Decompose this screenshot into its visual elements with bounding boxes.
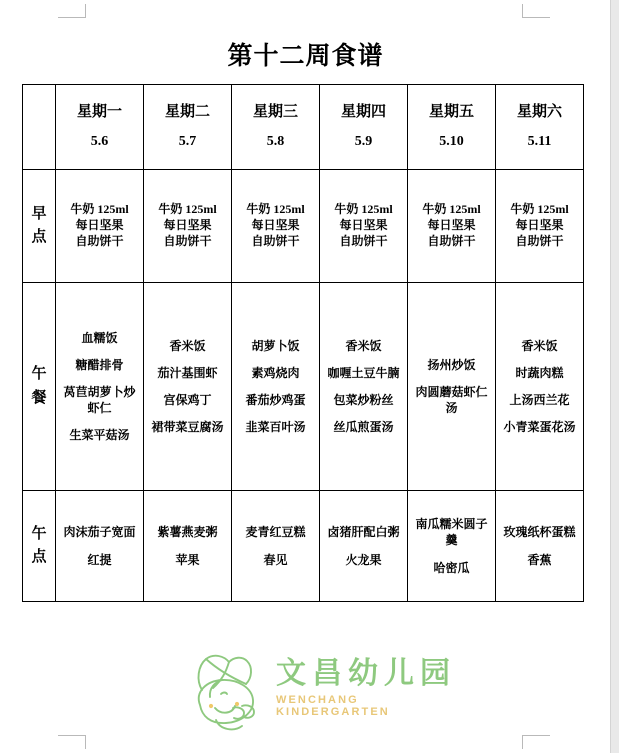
dish-list (232, 522, 319, 570)
dish-list (320, 336, 407, 438)
weekly-menu-table (22, 84, 584, 602)
dish-item: 番茄炒鸡蛋 (245, 393, 306, 407)
day-date: 5.10 (439, 133, 464, 149)
dish-item: 血糯饭 (81, 330, 118, 345)
menu-cell (496, 283, 584, 491)
dish-item: 每日坚果 (339, 218, 388, 233)
dish-list (232, 200, 319, 251)
day-date: 5.11 (527, 133, 552, 149)
day-date: 5.9 (354, 133, 373, 149)
menu-cell (56, 491, 144, 602)
dish-item: 肉沫茄子宽面 (63, 524, 136, 539)
row-label-char: 点 (31, 549, 47, 565)
dish-list (408, 355, 495, 419)
dish-item: 香米饭 (345, 338, 382, 353)
dish-item: 哈密瓜 (433, 561, 470, 576)
dish-item: 每日坚果 (515, 218, 564, 233)
crop-mark-bottom-left (58, 735, 86, 749)
menu-cell (320, 170, 408, 283)
dish-item: 宫保鸡丁 (163, 393, 212, 407)
menu-cell (232, 283, 320, 491)
dish-item: 红提 (87, 553, 112, 567)
menu-cell (408, 283, 496, 491)
dish-item: 麦青红豆糕 (245, 524, 306, 539)
day-header-cell (232, 85, 320, 170)
dish-item: 丝瓜煎蛋汤 (333, 420, 394, 435)
dish-item: 自助饼干 (75, 233, 124, 248)
crop-mark-top-left (58, 4, 86, 18)
table-corner-cell (23, 85, 56, 170)
day-header-cell (144, 85, 232, 170)
dish-item: 苹果 (175, 553, 200, 567)
dish-item: 每日坚果 (251, 218, 300, 233)
dish-item: 牛奶 125ml (246, 202, 305, 217)
dish-item: 香米饭 (521, 338, 558, 353)
day-name: 星期四 (340, 104, 386, 121)
dish-item: 自助饼干 (427, 233, 476, 248)
menu-cell (56, 170, 144, 283)
day-header-cell (56, 85, 144, 170)
dish-list (56, 522, 143, 570)
dish-item: 香蕉 (527, 553, 552, 567)
dish-list (320, 200, 407, 251)
dish-list (56, 328, 143, 446)
dish-list (408, 514, 495, 579)
dish-item: 玫瑰纸杯蛋糕 (503, 524, 576, 539)
dish-item: 香米饭 (169, 338, 206, 353)
dish-item: 牛奶 125ml (158, 202, 217, 217)
menu-cell (320, 491, 408, 602)
menu-cell (408, 491, 496, 602)
menu-row (23, 491, 584, 602)
dish-item: 火龙果 (345, 553, 382, 567)
dish-item: 自助饼干 (251, 233, 300, 248)
dish-item: 上汤西兰花 (509, 393, 570, 407)
dish-list (496, 200, 583, 251)
row-label-cell (23, 170, 56, 283)
dish-item: 牛奶 125ml (422, 202, 481, 217)
logo-name-en: WENCHANG KINDERGARTEN (276, 693, 390, 718)
dish-item: 牛奶 125ml (70, 202, 129, 217)
page-title: 第十二周食谱 (227, 43, 384, 70)
child-face-logo-icon (176, 650, 276, 740)
dish-list (144, 522, 231, 570)
menu-cell (408, 170, 496, 283)
menu-cell (232, 491, 320, 602)
day-date: 5.6 (90, 133, 109, 149)
menu-cell (144, 283, 232, 491)
crop-mark-bottom-right (522, 735, 550, 749)
dish-item: 自助饼干 (339, 233, 388, 248)
dish-item: 韭菜百叶汤 (245, 420, 306, 435)
day-date: 5.7 (178, 133, 197, 149)
dish-item: 每日坚果 (163, 218, 212, 233)
kindergarten-logo (176, 650, 476, 745)
dish-item: 裙带菜豆腐汤 (151, 420, 224, 435)
dish-item: 生菜平菇汤 (69, 428, 130, 443)
menu-cell (144, 491, 232, 602)
menu-cell (56, 283, 144, 491)
dish-item: 扬州炒饭 (427, 357, 476, 372)
dish-item: 紫薯燕麦粥 (157, 524, 218, 539)
day-name: 星期三 (252, 104, 298, 121)
dish-item: 肉圆蘑菇虾仁汤 (415, 384, 488, 416)
crop-mark-top-right (522, 4, 550, 18)
dish-item: 春见 (263, 553, 288, 567)
dish-list (56, 200, 143, 251)
day-date: 5.8 (266, 133, 285, 149)
dish-item: 牛奶 125ml (334, 202, 393, 217)
dish-item: 包菜炒粉丝 (333, 393, 394, 407)
day-name: 星期五 (428, 104, 474, 121)
row-label-cell (23, 491, 56, 602)
dish-item: 胡萝卜饭 (251, 338, 300, 353)
dish-item: 卤猪肝配白粥 (327, 524, 400, 539)
menu-cell (496, 170, 584, 283)
dish-list (496, 336, 583, 438)
dish-list (144, 200, 231, 251)
dish-list (496, 522, 583, 570)
page-right-edge (610, 0, 619, 753)
logo-text-block (276, 658, 476, 718)
dish-item: 莴苣胡萝卜炒虾仁 (63, 384, 136, 416)
table-header-row (23, 85, 584, 170)
menu-cell (496, 491, 584, 602)
dish-item: 南瓜糯米圆子羹 (415, 516, 488, 547)
day-name: 星期二 (164, 104, 210, 121)
row-label-char: 午 (31, 525, 47, 542)
dish-item: 自助饼干 (515, 233, 564, 248)
dish-list (144, 336, 231, 438)
dish-item: 小青菜蛋花汤 (503, 420, 576, 435)
dish-item: 咖喱土豆牛腩 (327, 365, 400, 380)
day-header-cell (408, 85, 496, 170)
day-header-cell (496, 85, 584, 170)
dish-list (320, 522, 407, 570)
dish-item: 每日坚果 (427, 218, 476, 233)
menu-row (23, 170, 584, 283)
menu-cell (144, 170, 232, 283)
dish-item: 时蔬肉糕 (515, 365, 564, 380)
day-name: 星期一 (76, 104, 122, 121)
row-label-cell (23, 283, 56, 491)
dish-item: 茄汁基围虾 (157, 365, 218, 380)
menu-row (23, 283, 584, 491)
dish-item: 每日坚果 (75, 218, 124, 233)
menu-cell (232, 170, 320, 283)
dish-list (408, 200, 495, 251)
day-name: 星期六 (516, 104, 562, 121)
row-label-char: 早 (31, 205, 47, 222)
day-header-cell (320, 85, 408, 170)
dish-list (232, 336, 319, 438)
dish-item: 牛奶 125ml (510, 202, 569, 217)
row-label-char: 餐 (31, 389, 47, 406)
menu-cell (320, 283, 408, 491)
dish-item: 糖醋排骨 (75, 357, 124, 372)
row-label-char: 点 (31, 229, 47, 245)
logo-name-cn: 文昌幼儿园 (276, 656, 456, 691)
row-label-char: 午 (31, 366, 47, 383)
dish-item: 素鸡烧肉 (251, 365, 300, 380)
dish-item: 自助饼干 (163, 233, 212, 248)
